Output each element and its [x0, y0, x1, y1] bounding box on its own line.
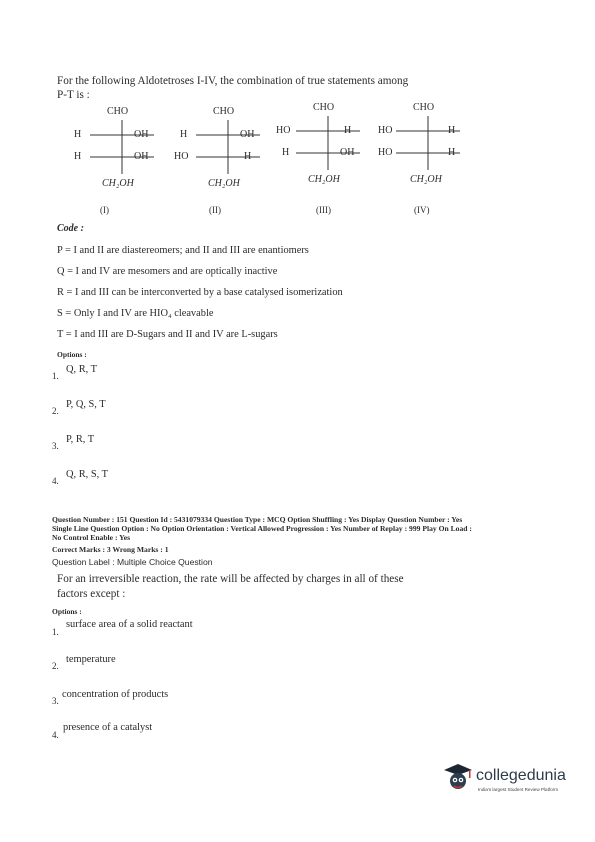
q1-option-1[interactable]: Q, R, T	[66, 364, 97, 375]
q2-stem-line2: factors except :	[57, 588, 126, 600]
q1-stem-line2: P-T is :	[57, 89, 90, 101]
q1-option-3[interactable]: P, R, T	[66, 434, 95, 445]
q1-option-1-number: 1.	[52, 371, 59, 381]
structure-label-1: (I)	[100, 205, 109, 215]
structure-label-4: (IV)	[414, 205, 430, 215]
q2-option-2-number: 2.	[52, 661, 59, 671]
q2-options-header: Options :	[52, 607, 82, 616]
q1-option-2-number: 2.	[52, 406, 59, 416]
q2-meta-line1: Question Number : 151 Question Id : 5431079334 Question Type : MCQ Option Shuffling : Yes Display Question Number : Yes	[52, 515, 463, 524]
q1-option-3-number: 3.	[52, 441, 59, 451]
q1-option-4[interactable]: Q, R, S, T	[66, 469, 108, 480]
q2-option-3-number: 3.	[52, 696, 59, 706]
q2-option-4[interactable]: presence of a catalyst	[63, 722, 153, 733]
code-label: Code :	[57, 223, 84, 234]
q2-option-1-number: 1.	[52, 627, 59, 637]
q2-stem-line1: For an irreversible reaction, the rate will be affected by charges in all of these	[57, 573, 404, 585]
statement-r: R = I and III can be interconverted by a base catalysed isomerization	[57, 287, 343, 298]
statement-t: T = I and III are D-Sugars and II and IV are L-sugars	[57, 329, 278, 340]
fischer-structure-4: CHO HO H HO H CH₂OH	[378, 102, 456, 185]
structure-label-3: (III)	[316, 205, 331, 215]
q2-marks: Correct Marks : 3 Wrong Marks : 1	[52, 545, 169, 554]
q2-option-2[interactable]: temperature	[66, 654, 116, 665]
statement-p: P = I and II are diastereomers; and II and III are enantiomers	[57, 245, 309, 256]
logo-wordmark: collegedunia	[476, 767, 566, 784]
q2-question-label: Question Label : Multiple Choice Question	[52, 557, 213, 567]
statement-q: Q = I and IV are mesomers and are optically inactive	[57, 266, 278, 277]
q1-option-4-number: 4.	[52, 476, 59, 486]
fischer-structure-1: CHO H OH H OH CH₂OH	[74, 106, 149, 189]
graduate-mascot-icon	[442, 762, 474, 792]
fischer-structure-2: CHO H OH HO H CH₂OH	[174, 106, 255, 189]
q2-option-1[interactable]: surface area of a solid reactant	[66, 619, 193, 630]
q1-stem-line1: For the following Aldotetroses I-IV, the combination of true statements among	[57, 75, 409, 87]
q1-options-header: Options :	[57, 350, 87, 359]
fischer-structure-3: CHO HO H H OH CH₂OH	[276, 102, 355, 185]
q2-meta-line3: No Control Enable : Yes	[52, 533, 131, 542]
q2-option-3[interactable]: concentration of products	[62, 689, 169, 700]
statement-s: S = Only I and IV are HIO₄ cleavable	[57, 308, 214, 319]
q1-option-2[interactable]: P, Q, S, T	[66, 399, 106, 410]
structure-label-2: (II)	[209, 205, 221, 215]
q2-meta-line2: Single Line Question Option : No Option Orientation : Vertical Allowed Progression : Yes Number of Replay : 999 Play On Load :	[52, 524, 472, 533]
q2-option-4-number: 4.	[52, 730, 59, 740]
logo-tagline: India's largest Student Review Platform	[478, 787, 559, 792]
